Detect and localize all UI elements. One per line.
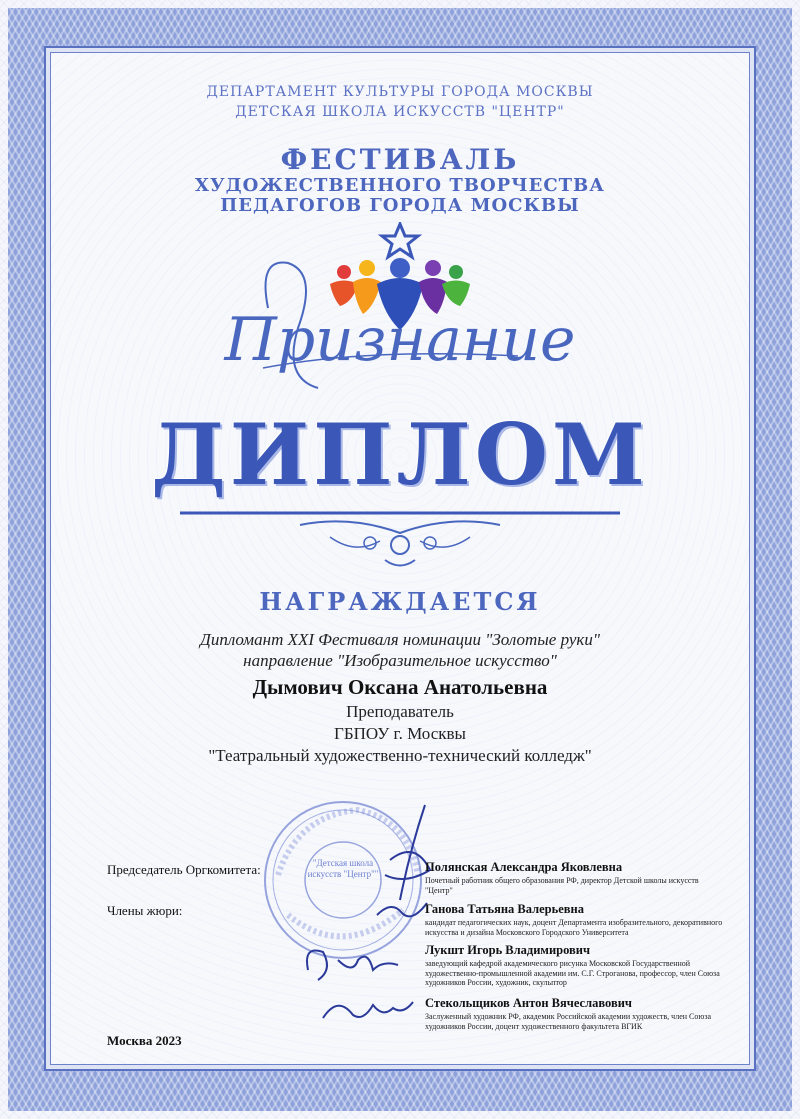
signatory-desc-2: кандидат педагогических наук, доцент Департамента изобразительного, декоративного искусства и дизайна Московского Городского Университета (425, 918, 723, 937)
ornament-icon (180, 505, 620, 575)
recipient-position: Преподаватель (346, 702, 454, 721)
award-line-2: направление "Изобразительное искусство" (243, 651, 557, 670)
signature-4-icon (318, 990, 418, 1025)
header-line-1: ДЕПАРТАМЕНТ КУЛЬТУРЫ ГОРОДА МОСКВЫ (206, 84, 594, 100)
awarded-heading: НАГРАЖДАЕТСЯ (259, 587, 541, 616)
header-line-2: ДЕТСКАЯ ШКОЛА ИСКУССТВ "ЦЕНТР" (235, 104, 565, 120)
signatory-desc-4: Заслуженный художник РФ, академик Российской академии художеств, член Союза художников России, доцент художественного факультета ВГИК (425, 1012, 712, 1031)
signatory-desc-1: Почетный работник общего образования РФ, директор Детской школы искусств "Центр" (425, 876, 699, 895)
festival-title: ФЕСТИВАЛЬ (280, 143, 520, 176)
diploma-title: ДИПЛОМ (151, 405, 649, 504)
festival-subtitle-2: ПЕДАГОГОВ ГОРОДА МОСКВЫ (220, 195, 580, 216)
festival-subtitle-1: ХУДОЖЕСТВЕННОГО ТВОРЧЕСТВА (195, 175, 605, 196)
signatory-desc-3: заведующий кафедрой академического рисунка Московской Государственной художественно-промышленной академии им. С.Г. Строганова, профессор, член Союза художников России, художник, скульптор (425, 959, 720, 987)
signatory-name-4: Стекольщиков Антон Вячеславович (425, 996, 632, 1010)
stamp-text: "Детская школа искусств "Центр"" (307, 858, 379, 879)
organization-line-2: "Театральный художественно-технический колледж" (208, 746, 592, 765)
chair-label: Председатель Оргкомитета: (107, 862, 261, 877)
organization-line-1: ГБПОУ г. Москвы (334, 724, 466, 743)
award-line-1: Дипломант XXI Фестиваля номинации "Золотые руки" (200, 630, 600, 649)
signature-3-icon (298, 940, 408, 985)
city-year: Москва 2023 (107, 1033, 182, 1048)
signatory-name-1: Полянская Александра Яковлевна (425, 860, 623, 874)
jury-label: Члены жюри: (107, 903, 183, 918)
signature-2-icon (372, 895, 432, 925)
signatory-name-3: Лукшт Игорь Владимирович (425, 943, 591, 957)
logo-wordmark: Признание (224, 305, 576, 375)
signatory-name-2: Ганова Татьяна Валерьевна (425, 902, 584, 916)
recipient-name: Дымович Оксана Анатольевна (252, 675, 548, 699)
